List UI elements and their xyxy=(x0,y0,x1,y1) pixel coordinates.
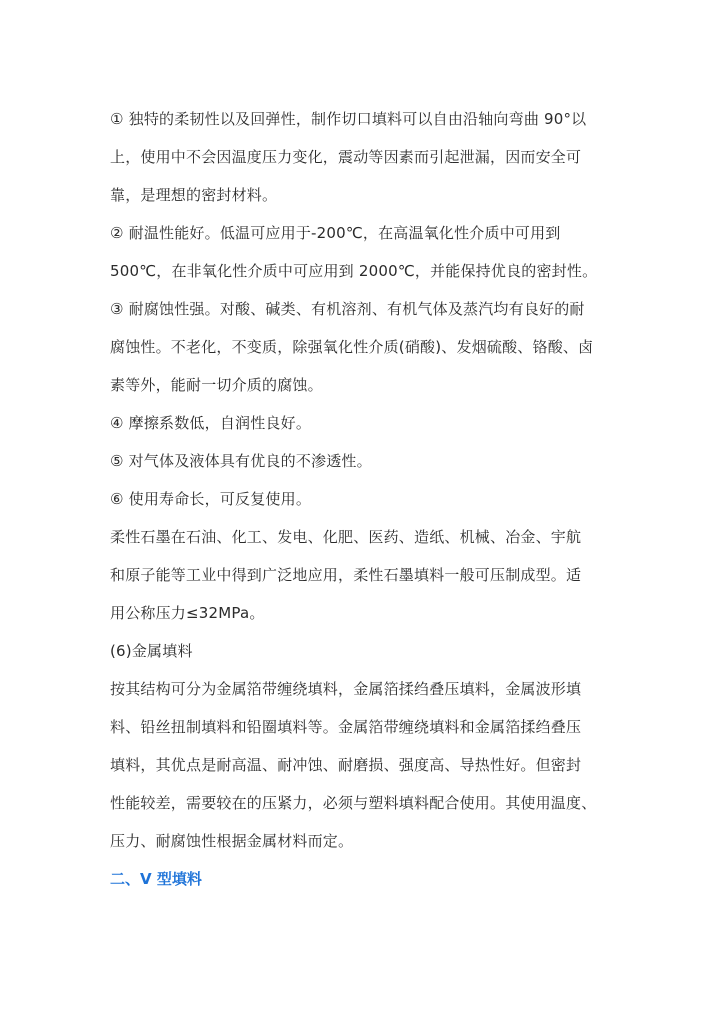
text-line: ⑤ 对气体及液体具有优良的不渗透性。 xyxy=(110,452,372,470)
text-line: 用公称压力≤32MPa。 xyxy=(110,604,265,622)
text-line: 上，使用中不会因温度压力变化，震动等因素而引起泄漏，因而安全可 xyxy=(110,148,582,166)
text-line: ⑥ 使用寿命长，可反复使用。 xyxy=(110,490,312,508)
text-line: 按其结构可分为金属箔带缠绕填料，金属箔揉绉叠压填料，金属波形填 xyxy=(110,680,582,698)
text-line: 性能较差，需要较在的压紧力，必须与塑料填料配合使用。其使用温度、 xyxy=(110,794,597,812)
section-heading: 二、V 型填料 xyxy=(110,870,202,888)
text-line: 柔性石墨在石油、化工、发电、化肥、医药、造纸、机械、冶金、宇航 xyxy=(110,528,582,546)
text-line: 500℃，在非氧化性介质中可应用到 2000℃，并能保持优良的密封性。 xyxy=(110,262,598,280)
text-line: 料、铅丝扭制填料和铅圈填料等。金属箔带缠绕填料和金属箔揉绉叠压 xyxy=(110,718,582,736)
text-line: 填料，其优点是耐高温、耐冲蚀、耐磨损、强度高、导热性好。但密封 xyxy=(110,756,582,774)
text-line: 素等外，能耐一切介质的腐蚀。 xyxy=(110,376,323,394)
text-line: ④ 摩擦系数低，自润性良好。 xyxy=(110,414,312,432)
text-line: ③ 耐腐蚀性强。对酸、碱类、有机溶剂、有机气体及蒸汽均有良好的耐 xyxy=(110,300,585,318)
text-line: 腐蚀性。不老化，不变质，除强氧化性介质(硝酸)、发烟硫酸、铬酸、卤 xyxy=(110,338,594,356)
text-line: (6)金属填料 xyxy=(110,642,193,660)
document-body xyxy=(110,100,615,898)
text-line: 和原子能等工业中得到广泛地应用，柔性石墨填料一般可压制成型。适 xyxy=(110,566,582,584)
text-line: 靠，是理想的密封材料。 xyxy=(110,186,278,204)
text-line: ① 独特的柔韧性以及回弹性，制作切口填料可以自由沿轴向弯曲 90°以 xyxy=(110,110,587,128)
text-line: ② 耐温性能好。低温可应用于-200℃，在高温氧化性介质中可用到 xyxy=(110,224,561,242)
text-line: 压力、耐腐蚀性根据金属材料而定。 xyxy=(110,832,354,850)
